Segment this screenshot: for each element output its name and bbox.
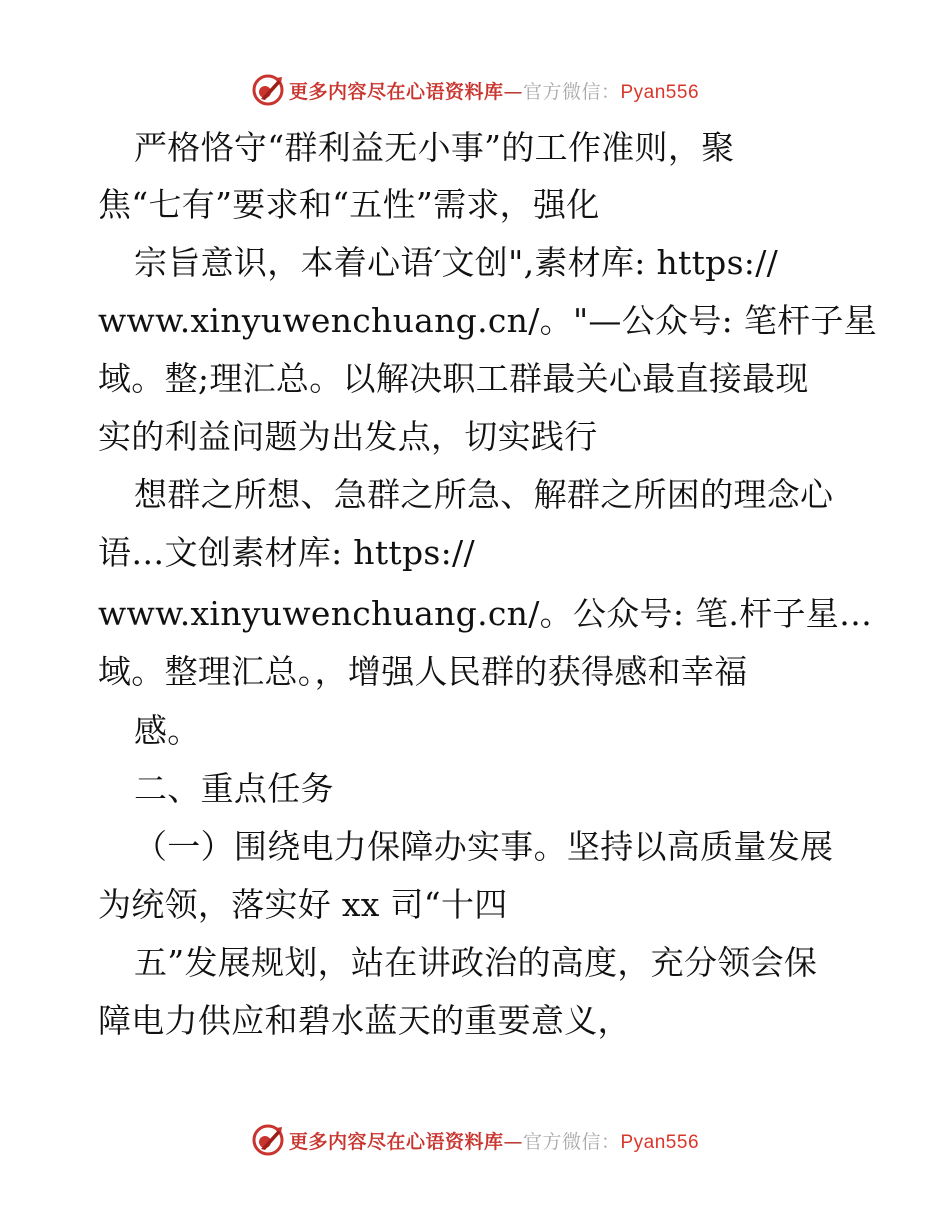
watermark-account: Pyan556 xyxy=(620,81,700,103)
paragraph-line: www.xinyuwenchuang.cn/。"—公众号: 笔杆子星 xyxy=(98,301,878,340)
paragraph-line: 域。整;理汇总。以解决职工群最关心最直接最现 xyxy=(98,359,809,398)
quill-circle-logo-icon xyxy=(251,1123,285,1157)
paragraph-line: 焦“七有”要求和“五性”需求，强化 xyxy=(98,185,600,224)
paragraph-line: 障电力供应和碧水蓝天的重要意义， xyxy=(98,1001,631,1040)
watermark-label xyxy=(289,1127,699,1154)
watermark-main-text: 更多内容尽在心语资料库 xyxy=(288,80,504,103)
watermark-account: Pyan556 xyxy=(620,1131,700,1153)
section-heading: 二、重点任务 xyxy=(134,769,334,808)
subsection-heading-line: （一）围绕电力保障办实事。坚持以高质量发展 xyxy=(134,827,834,866)
paragraph-line: 实的利益问题为出发点，切实践行 xyxy=(98,417,598,456)
watermark-main-text: 更多内容尽在心语资料库 xyxy=(288,1130,504,1153)
paragraph-line: 感。 xyxy=(134,711,201,750)
footer-watermark xyxy=(0,1120,950,1160)
paragraph-line: 想群之所想、急群之所急、解群之所困的理念心 xyxy=(134,475,834,514)
paragraph-line: 语…文创素材库: https:// xyxy=(98,533,475,572)
paragraph-line: 严格恪守“群利益无小事”的工作准则，聚 xyxy=(134,128,735,167)
paragraph-line: www.xinyuwenchuang.cn/。公众号: 笔.杆子星… xyxy=(98,594,873,633)
watermark-separator: — xyxy=(503,1130,523,1153)
paragraph-line: 域。整理汇总。，增强人民群的获得感和幸福 xyxy=(98,652,748,691)
watermark-wechat-label: 官方微信： xyxy=(522,1130,621,1153)
paragraph-line: 宗旨意识，本着心语′文创",素材库: https:// xyxy=(134,243,779,282)
watermark-wechat-label: 官方微信： xyxy=(522,80,621,103)
watermark-separator: — xyxy=(503,80,523,103)
paragraph-line: 五”发展规划，站在讲政治的高度，充分领会保 xyxy=(134,943,818,982)
paragraph-line: 为统领，落实好 xx 司“十四 xyxy=(98,885,508,924)
